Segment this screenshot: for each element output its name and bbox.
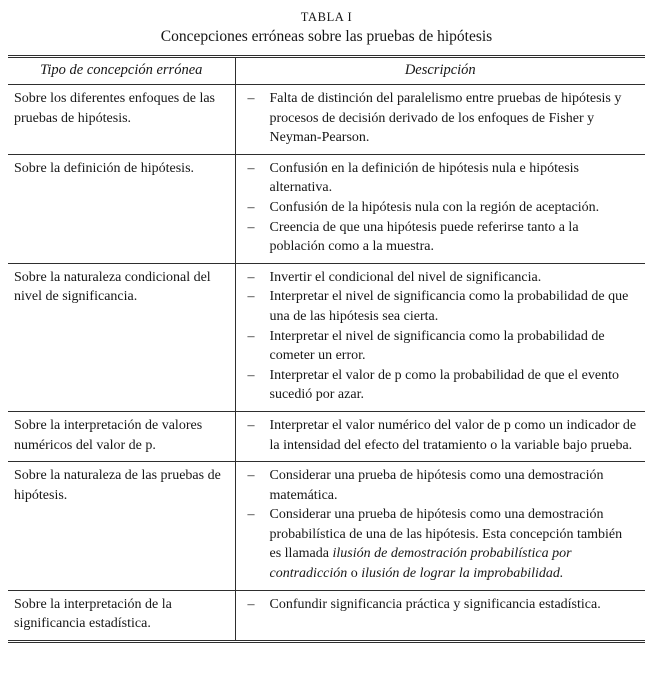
table-row: [8, 263, 645, 411]
dash-marker: –: [247, 468, 255, 484]
table-label: TABLA I: [300, 10, 353, 24]
table-title: Concepciones erróneas sobre las pruebas de hipótesis: [160, 28, 493, 45]
description-item: [248, 505, 640, 583]
description-item: [248, 89, 640, 148]
description-item: [248, 287, 640, 326]
description-item: [248, 416, 640, 455]
table-row: [8, 462, 645, 591]
description-cell: [235, 590, 645, 641]
dash-marker: –: [247, 596, 255, 612]
header-row: [8, 57, 645, 85]
dash-marker: –: [247, 289, 255, 305]
description-item: [248, 366, 640, 405]
description-item: [248, 466, 640, 505]
dash-marker: –: [247, 507, 255, 523]
dash-marker: –: [247, 328, 255, 344]
description-item: [248, 327, 640, 366]
dash-marker: –: [247, 367, 255, 383]
description-item-text: Confusión en la definición de hipótesis nula e hipótesis alternativa.: [269, 160, 580, 196]
description-cell: [235, 411, 645, 461]
description-item-text: Interpretar el nivel de significancia como la probabilidad de cometer un error.: [269, 328, 605, 364]
description-item-text: Confundir significancia práctica y significancia estadística.: [269, 596, 601, 612]
dash-marker: –: [247, 91, 255, 106]
misconception-type-cell: Sobre la interpretación de la significancia estadística.: [8, 590, 235, 641]
misconception-type-cell: Sobre la naturaleza de las pruebas de hipótesis.: [8, 462, 235, 591]
misconception-type-cell: Sobre los diferentes enfoques de las pruebas de hipótesis.: [8, 85, 235, 155]
table-row: [8, 154, 645, 263]
dash-marker: –: [247, 417, 255, 433]
misconception-type-cell: Sobre la interpretación de valores numéricos del valor de p.: [8, 411, 235, 461]
dash-marker: –: [247, 269, 255, 285]
dash-marker: –: [247, 160, 255, 176]
description-item-text: Falta de distinción del paralelismo entre pruebas de hipótesis y procesos de decisión derivado de los enfoques de Fisher y Neyman-Pearson.: [269, 91, 622, 146]
description-item: [248, 159, 640, 198]
description-item-text: Interpretar el valor de p como la probabilidad de que el evento sucedió por azar.: [269, 367, 619, 403]
description-item-text: Invertir el condicional del nivel de significancia.: [269, 269, 542, 285]
dash-marker: –: [247, 199, 255, 215]
description-item: [248, 218, 640, 257]
column-header-type: Tipo de concepción errónea: [8, 57, 235, 85]
description-item: [248, 595, 640, 615]
description-item-text: Considerar una prueba de hipótesis como una demostración probabilística de una de las hipótesis. Esta concepción también es llamada ilusión de demostración probabilística por contradicción o ilusión de lograr la improbabilidad.: [269, 507, 623, 582]
table-row: [8, 85, 645, 155]
table-row: [8, 590, 645, 641]
table-body: [8, 85, 645, 642]
description-cell: [235, 85, 645, 155]
dash-marker: –: [247, 219, 255, 235]
misconception-type-cell: Sobre la naturaleza condicional del nivel de significancia.: [8, 263, 235, 411]
column-header-description: Descripción: [235, 57, 645, 85]
description-item-text: Interpretar el nivel de significancia como la probabilidad de que una de las hipótesis sea cierta.: [269, 289, 629, 324]
description-item-text: Considerar una prueba de hipótesis como una demostración matemática.: [269, 468, 604, 503]
table-row: [8, 411, 645, 461]
description-item-text: Creencia de que una hipótesis puede referirse tanto a la población como a la muestra.: [269, 219, 579, 255]
misconceptions-table: [8, 55, 645, 643]
misconception-type-cell: Sobre la definición de hipótesis.: [8, 154, 235, 263]
description-cell: [235, 462, 645, 591]
description-cell: [235, 154, 645, 263]
description-item: [248, 198, 640, 218]
description-item-text: Confusión de la hipótesis nula con la región de aceptación.: [269, 199, 600, 215]
description-item-text: Interpretar el valor numérico del valor de p como un indicador de la intensidad del efecto del tratamiento o la variable bajo prueba.: [269, 417, 637, 453]
description-cell: [235, 263, 645, 411]
description-item: [248, 268, 640, 288]
